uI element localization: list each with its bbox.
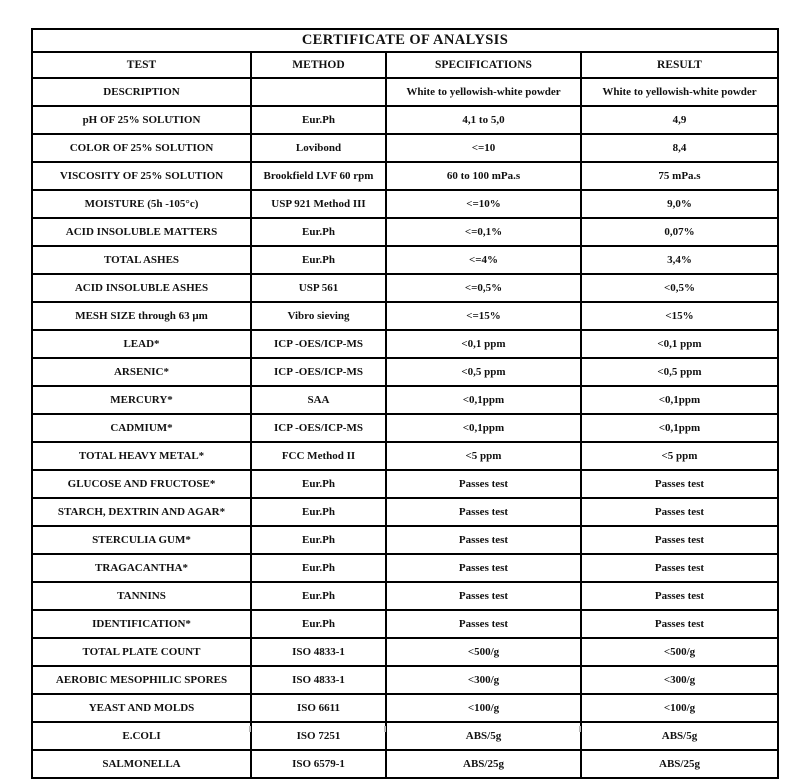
test-cell: TOTAL ASHES <box>32 246 251 274</box>
result-cell: Passes test <box>581 470 778 498</box>
spec-cell: ABS/5g <box>386 722 581 750</box>
result-cell: <15% <box>581 302 778 330</box>
table-row <box>32 190 778 218</box>
spec-cell: Passes test <box>386 470 581 498</box>
table-row <box>32 134 778 162</box>
result-cell: <0,1 ppm <box>581 330 778 358</box>
table-row <box>32 358 778 386</box>
table-row <box>32 162 778 190</box>
test-cell: MOISTURE (5h -105°c) <box>32 190 251 218</box>
method-cell: Eur.Ph <box>251 526 386 554</box>
spec-cell: Passes test <box>386 554 581 582</box>
table-row <box>32 246 778 274</box>
spec-cell: <=10% <box>386 190 581 218</box>
table-row <box>32 750 778 778</box>
table-row <box>32 78 778 106</box>
test-cell: IDENTIFICATION* <box>32 610 251 638</box>
spec-cell: <=10 <box>386 134 581 162</box>
test-cell: MESH SIZE through 63 μm <box>32 302 251 330</box>
method-cell: ICP -OES/ICP-MS <box>251 358 386 386</box>
spec-cell: <0,1 ppm <box>386 330 581 358</box>
result-cell: Passes test <box>581 582 778 610</box>
result-cell: Passes test <box>581 498 778 526</box>
table-row <box>32 498 778 526</box>
test-cell: DESCRIPTION <box>32 78 251 106</box>
table-divider-stub <box>249 726 251 732</box>
table-row <box>32 610 778 638</box>
result-cell: ABS/25g <box>581 750 778 778</box>
method-cell: Eur.Ph <box>251 218 386 246</box>
result-cell: <0,1ppm <box>581 414 778 442</box>
method-cell: Eur.Ph <box>251 106 386 134</box>
method-cell: Vibro sieving <box>251 302 386 330</box>
test-cell: COLOR OF 25% SOLUTION <box>32 134 251 162</box>
table-row <box>32 470 778 498</box>
table-divider-stub <box>384 726 386 732</box>
test-cell: TANNINS <box>32 582 251 610</box>
spec-cell: <=4% <box>386 246 581 274</box>
result-cell: Passes test <box>581 526 778 554</box>
table-row <box>32 218 778 246</box>
certificate-of-analysis-table <box>31 28 779 779</box>
table-row <box>32 722 778 750</box>
test-cell: MERCURY* <box>32 386 251 414</box>
method-cell: ISO 4833-1 <box>251 666 386 694</box>
spec-cell: <100/g <box>386 694 581 722</box>
method-cell: ISO 6579-1 <box>251 750 386 778</box>
table-row <box>32 106 778 134</box>
column-header-test: TEST <box>32 52 251 78</box>
method-cell: Brookfield LVF 60 rpm <box>251 162 386 190</box>
test-cell: STARCH, DEXTRIN AND AGAR* <box>32 498 251 526</box>
method-cell: Eur.Ph <box>251 582 386 610</box>
spec-cell: <=0,1% <box>386 218 581 246</box>
result-cell: <0,5 ppm <box>581 358 778 386</box>
method-cell: Eur.Ph <box>251 610 386 638</box>
test-cell: TOTAL HEAVY METAL* <box>32 442 251 470</box>
result-cell: <0,5% <box>581 274 778 302</box>
method-cell: ICP -OES/ICP-MS <box>251 330 386 358</box>
spec-cell: <0,1ppm <box>386 414 581 442</box>
spec-cell: Passes test <box>386 610 581 638</box>
title-row <box>32 29 778 52</box>
result-cell: <300/g <box>581 666 778 694</box>
result-cell: <5 ppm <box>581 442 778 470</box>
spec-cell: 60 to 100 mPa.s <box>386 162 581 190</box>
spec-cell: ABS/25g <box>386 750 581 778</box>
method-cell: ICP -OES/ICP-MS <box>251 414 386 442</box>
spec-cell: <5 ppm <box>386 442 581 470</box>
method-cell: Eur.Ph <box>251 246 386 274</box>
method-cell: Lovibond <box>251 134 386 162</box>
spec-cell: Passes test <box>386 582 581 610</box>
method-cell: SAA <box>251 386 386 414</box>
result-cell: Passes test <box>581 554 778 582</box>
table-row <box>32 442 778 470</box>
result-cell: 0,07% <box>581 218 778 246</box>
result-cell: <100/g <box>581 694 778 722</box>
spec-cell: Passes test <box>386 526 581 554</box>
spec-cell: <=15% <box>386 302 581 330</box>
result-cell: ABS/5g <box>581 722 778 750</box>
table-row <box>32 638 778 666</box>
spec-cell: <500/g <box>386 638 581 666</box>
result-cell: Passes test <box>581 610 778 638</box>
method-cell: USP 921 Method III <box>251 190 386 218</box>
table-row <box>32 526 778 554</box>
method-cell <box>251 78 386 106</box>
spec-cell: <0,5 ppm <box>386 358 581 386</box>
method-cell: ISO 7251 <box>251 722 386 750</box>
test-cell: SALMONELLA <box>32 750 251 778</box>
test-cell: TOTAL PLATE COUNT <box>32 638 251 666</box>
test-cell: GLUCOSE AND FRUCTOSE* <box>32 470 251 498</box>
coa-table-body <box>32 78 778 778</box>
table-row <box>32 694 778 722</box>
table-row <box>32 666 778 694</box>
result-cell: 3,4% <box>581 246 778 274</box>
method-cell: ISO 6611 <box>251 694 386 722</box>
method-cell: Eur.Ph <box>251 470 386 498</box>
result-cell: 4,9 <box>581 106 778 134</box>
test-cell: LEAD* <box>32 330 251 358</box>
column-header-method: METHOD <box>251 52 386 78</box>
method-cell: USP 561 <box>251 274 386 302</box>
method-cell: Eur.Ph <box>251 554 386 582</box>
test-cell: E.COLI <box>32 722 251 750</box>
table-row <box>32 302 778 330</box>
column-header-row <box>32 52 778 78</box>
spec-cell: Passes test <box>386 498 581 526</box>
test-cell: ARSENIC* <box>32 358 251 386</box>
result-cell: <500/g <box>581 638 778 666</box>
test-cell: CADMIUM* <box>32 414 251 442</box>
test-cell: pH OF 25% SOLUTION <box>32 106 251 134</box>
result-cell: 9,0% <box>581 190 778 218</box>
result-cell: <0,1ppm <box>581 386 778 414</box>
test-cell: ACID INSOLUBLE ASHES <box>32 274 251 302</box>
spec-cell: <300/g <box>386 666 581 694</box>
column-header-result: RESULT <box>581 52 778 78</box>
table-row <box>32 386 778 414</box>
spec-cell: 4,1 to 5,0 <box>386 106 581 134</box>
result-cell: 75 mPa.s <box>581 162 778 190</box>
spec-cell: <=0,5% <box>386 274 581 302</box>
spec-cell: <0,1ppm <box>386 386 581 414</box>
test-cell: ACID INSOLUBLE MATTERS <box>32 218 251 246</box>
spec-cell: White to yellowish-white powder <box>386 78 581 106</box>
column-header-specifications: SPECIFICATIONS <box>386 52 581 78</box>
table-row <box>32 582 778 610</box>
table-row <box>32 554 778 582</box>
method-cell: ISO 4833-1 <box>251 638 386 666</box>
method-cell: Eur.Ph <box>251 498 386 526</box>
test-cell: AEROBIC MESOPHILIC SPORES <box>32 666 251 694</box>
table-row <box>32 274 778 302</box>
test-cell: YEAST AND MOLDS <box>32 694 251 722</box>
result-cell: 8,4 <box>581 134 778 162</box>
table-row <box>32 414 778 442</box>
test-cell: VISCOSITY OF 25% SOLUTION <box>32 162 251 190</box>
result-cell: White to yellowish-white powder <box>581 78 778 106</box>
table-divider-stub <box>579 726 581 732</box>
table-row <box>32 330 778 358</box>
page-title: CERTIFICATE OF ANALYSIS <box>32 29 778 52</box>
test-cell: TRAGACANTHA* <box>32 554 251 582</box>
method-cell: FCC Method II <box>251 442 386 470</box>
test-cell: STERCULIA GUM* <box>32 526 251 554</box>
